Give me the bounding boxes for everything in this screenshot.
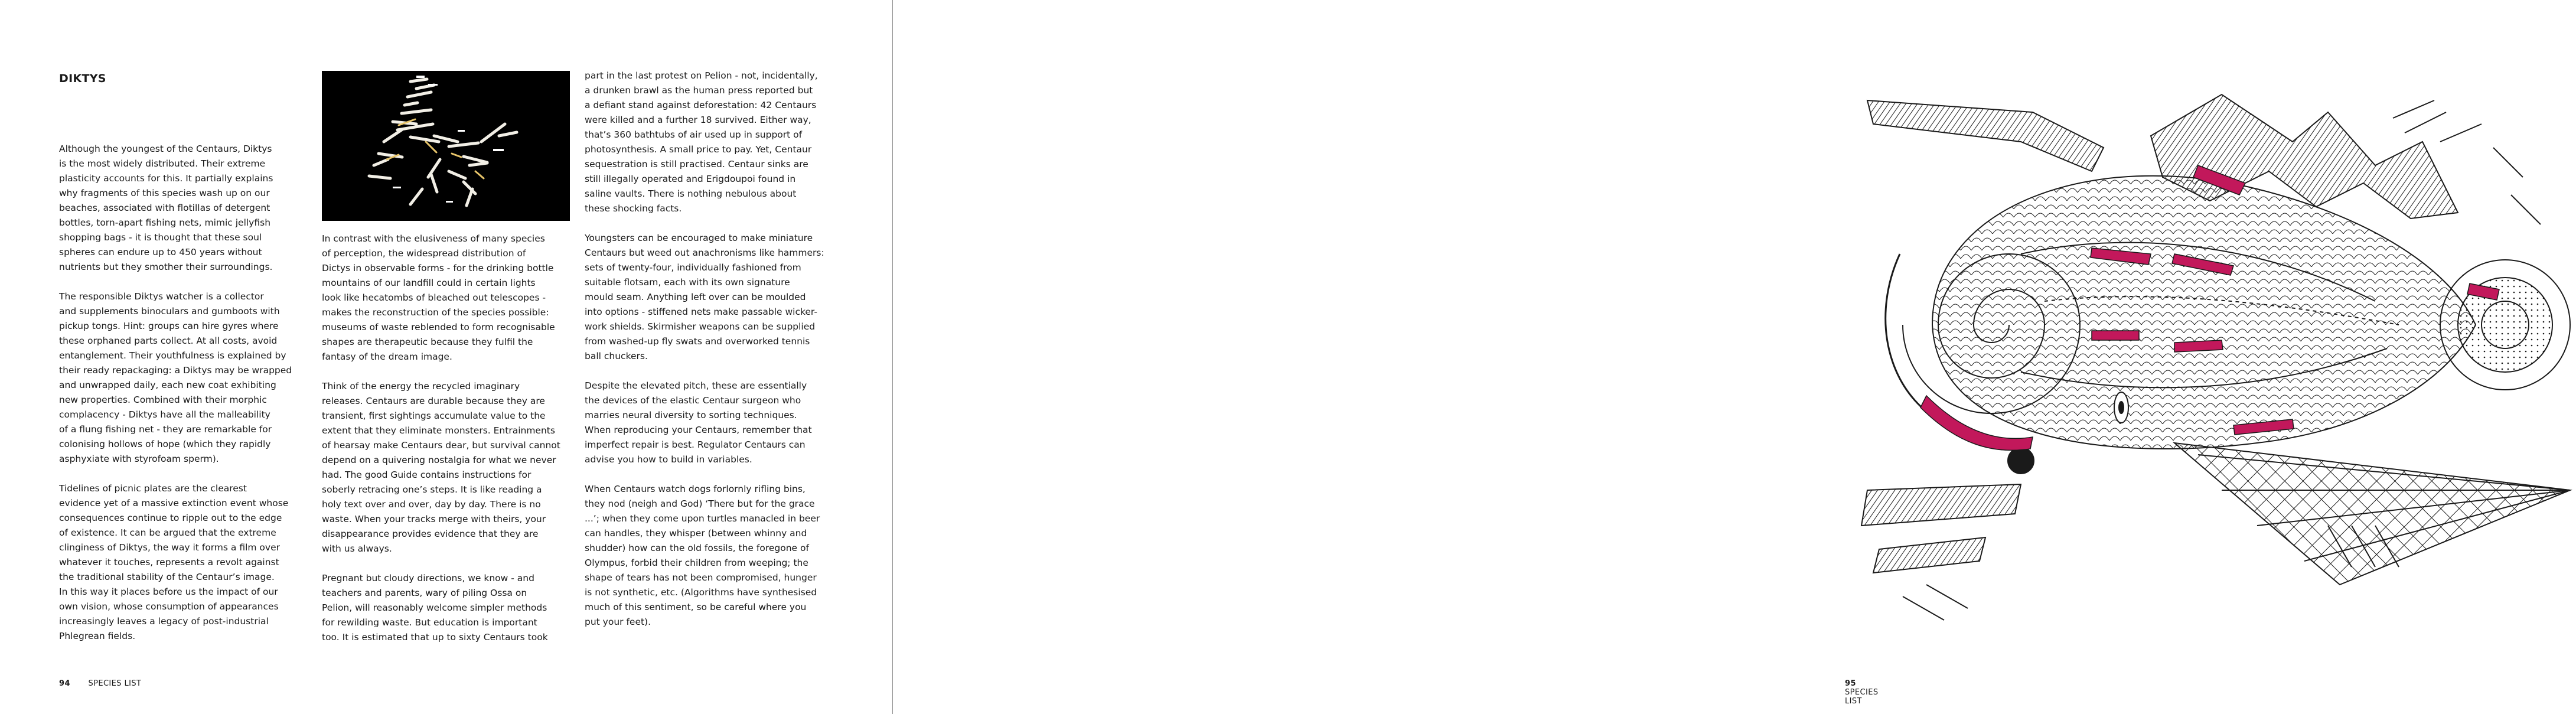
paragraph: Youngsters can be encouraged to make miniature Centaurs but weed out anachronisms like hammers: sets of twenty-four, individually fashioned from suitable flotsam, each with its own signature mould seam. Anything left over can be moulded into options - stiffened nets make passable wicker- work shields. Skirmisher weapons can be supplied from washed-up fly swats and overworked tennis ball chuckers. — [585, 233, 824, 361]
paragraph: Think of the energy the recycled imaginary releases. Centaurs are durable because they are transient, first sightings accumulate value to the extent that they eliminate monsters. Entrainments of hearsay make Centaurs dear, but survival cannot depend on a quivering nostalgia for what we never had. The good Guide contains instructions for soberly retracing one’s steps. It is like reading a holy text over and over, day by day. There is no waste. When your tracks merge with theirs, your disappearance provides evidence that they are with us always. — [322, 381, 560, 554]
text-column-3 — [585, 69, 833, 644]
paragraph: Despite the elevated pitch, these are essentially the devices of the elastic Centaur surgeon who marries neural diversity to sorting techniques. When reproducing your Centaurs, remember that imperfect repair is best. Regulator Centaurs can advise you how to build in variables. — [585, 380, 812, 465]
page-footer-left — [59, 679, 141, 688]
page-number: 95 — [1845, 679, 1856, 688]
paragraph: The responsible Diktys watcher is a collector and supplements binoculars and gumboots with pickup tongs. Hint: groups can hire gyres where these orphaned parts collect. At all costs, avoid entanglement. Their youthfulness is explained by their ready repackaging: a Diktys may be wrapped and unwrapped daily, each new coat exhibiting new properties. Combined with their morphic complacency - Diktys have all the malleability of a flung fishing net - they are remarkable for colonising hollows of hope (which they rapidly asphyxiate with styrofoam sperm). — [59, 291, 292, 464]
paragraph: Tidelines of picnic plates are the clearest evidence yet of a massive extinction event whose consequences continue to ripple out to the edge of existence. It can be argued that the extreme clinginess of Diktys, the way it forms a film over whatever it touches, represents a revolt against the traditional stability of the Centaur’s image. In this way it places before us the impact of our own vision, whose consumption of appearances increasingly leaves a legacy of post-industrial Phlegrean fields. — [59, 483, 289, 641]
text-column-2 — [322, 232, 570, 660]
ink-illustration — [1844, 77, 2576, 644]
paragraph: In contrast with the elusiveness of many species of perception, the widespread distribution of Dictys in observable forms - for the drinking bottle mountains of our landfill could in certain lights look like hecatombs of bleached out telescopes - makes the reconstruction of the species possible: museums of waste reblended to form recognisable shapes are therapeutic because they fulfil the fantasy of the dream image. — [322, 233, 555, 362]
running-section-title: SPECIES LIST — [1845, 688, 1879, 706]
centaur-light-figure — [322, 71, 570, 221]
right-page — [893, 0, 1879, 714]
text-column-1 — [59, 142, 295, 658]
page-footer-right — [1845, 679, 1878, 706]
paragraph: part in the last protest on Pelion - not, incidentally, a drunken brawl as the human press reported but a defiant stand against deforestation: 42 Centaurs were killed and a further 18 survived. Either way, that’s 360 bathtubs of air used up in support of photosynthesis. A small price to pay. Yet, Centaur sequestration is still practised. Centaur sinks are still illegally operated and Erigdoupoi found in saline vaults. There is nothing nebulous about these shocking facts. — [585, 70, 818, 214]
paragraph: Pregnant but cloudy directions, we know - and teachers and parents, wary of piling Ossa on Pelion, will reasonably welcome simpler methods for rewilding waste. But education is important too. It is estimated that up to sixty Centaurs took — [322, 573, 548, 643]
page-number: 94 — [59, 679, 70, 688]
article-title: DIKTYS — [59, 72, 106, 85]
running-section-title: SPECIES LIST — [88, 679, 142, 688]
paragraph: Although the youngest of the Centaurs, Diktys is the most widely distributed. Their extreme plasticity accounts for this. It partially explains why fragments of this species wash up on our beaches, associated with flotillas of detergent bottles, torn-apart fishing nets, mimic jellyfish shopping bags - it is thought that these soul spheres can endure up to 450 years without nutrients but they smother their surroundings. — [59, 144, 273, 272]
left-page — [0, 0, 893, 714]
paragraph: When Centaurs watch dogs forlornly rifling bins, they nod (neigh and God) ‘There but for the grace ...’; when they come upon turtles manacled in beer can handles, they whisper (between whinny and shudder) how can the old fossils, the foregone of Olympus, forbid their children from weeping; the shape of tears has not been compromised, hunger is not synthetic, etc. (Algorithms have synthesised much of this sentiment, so be careful where you put your feet). — [585, 484, 820, 627]
centaur-photo — [322, 71, 570, 221]
zentangle-centaur-drawing — [1844, 77, 2576, 644]
